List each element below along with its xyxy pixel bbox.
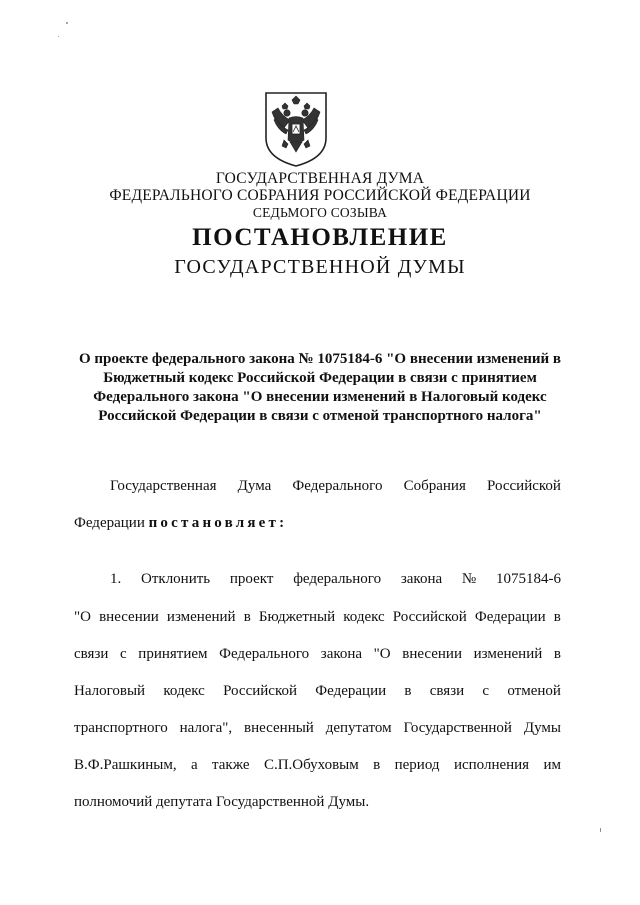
word: № [461,571,477,587]
word: кодекс [343,609,385,625]
word: в [553,609,561,625]
word: депутатом [325,720,392,736]
word: кодекс [163,683,205,699]
word: Бюджетный [258,609,336,625]
word: принятием [138,646,208,662]
scan-speck [58,36,59,37]
word: Российской [487,478,561,494]
item-1-line-3 [74,646,561,663]
word: 1075184-6 [495,571,561,587]
word: изменений [166,609,236,625]
word: Собрания [403,478,466,494]
document-title: ПОСТАНОВЛЕНИЕ [192,224,448,251]
item-1-line-1 [110,571,561,588]
word: Федерации [474,609,546,625]
word: им [543,757,561,773]
word: Федерального [292,478,383,494]
word: федерального [293,571,382,587]
word: "О [373,646,391,662]
word: а [190,757,198,773]
word: период [394,757,440,773]
word: в [243,609,251,625]
word: Налоговый [74,683,146,699]
word: проект [229,571,274,587]
header-line-3: СЕДЬМОГО СОЗЫВА [252,205,388,220]
word: отменой [507,683,561,699]
word: связи [429,683,465,699]
subject-line: Российской Федерации в связи с отменой транспортного налога" [98,408,542,424]
word: с [120,646,127,662]
word: изменений [473,646,543,662]
word: Федерального [219,646,310,662]
word: внесенный [244,720,314,736]
word: закона [320,646,363,662]
word: с [482,683,490,699]
header-line-1: ГОСУДАРСТВЕННАЯ ДУМА [215,170,425,187]
header-line-2: ФЕДЕРАЛЬНОГО СОБРАНИЯ РОССИЙСКОЙ ФЕДЕРАЦИИ [109,187,531,204]
word: "О [74,609,91,625]
word: исполнения [453,757,530,773]
word: Отклонить [141,571,211,587]
word: в [373,757,381,773]
word: также [212,757,250,773]
subject-line: Федерального закона "О внесении изменений в Налоговый кодекс [93,389,547,405]
word: Российской [223,683,298,699]
word: Государственная [110,478,217,494]
word: 1. [110,571,122,587]
item-1-line-6 [74,757,561,774]
word: внесении [402,646,462,662]
state-emblem-icon [262,90,330,168]
word: Думы [523,720,561,736]
document-subject [70,350,570,426]
word: В.Ф.Рашкиным, [74,757,177,773]
word: закона [400,571,443,587]
word: Федерации [315,683,387,699]
scan-speck [66,22,68,24]
word: связи [74,646,109,662]
word: С.П.Обуховым [263,757,359,773]
word: в [553,646,561,662]
word: транспортного [74,720,168,736]
item-1-line-5 [74,720,561,737]
preamble-line-2 [74,515,287,532]
preamble-line-1 [110,478,561,495]
subject-line: Бюджетный кодекс Российской Федерации в связи с принятием [103,370,537,386]
resolves-keyword: постановляет: [148,515,288,531]
item-1-line-2 [74,609,561,626]
word: внесении [99,609,159,625]
document-subtitle: ГОСУДАРСТВЕННОЙ ДУМЫ [174,256,466,278]
word: Государственной [403,720,512,736]
word: Дума [237,478,272,494]
word: налога", [179,720,233,736]
word: Российской [392,609,467,625]
item-1-line-4 [74,683,561,700]
subject-line: О проекте федерального закона № 1075184-6 "О внесении изменений в [78,351,562,367]
word: в [404,683,412,699]
word: Федерации [74,515,145,531]
scan-speck [600,828,601,832]
item-1-line-7: полномочий депутата Государственной Думы. [74,794,370,810]
